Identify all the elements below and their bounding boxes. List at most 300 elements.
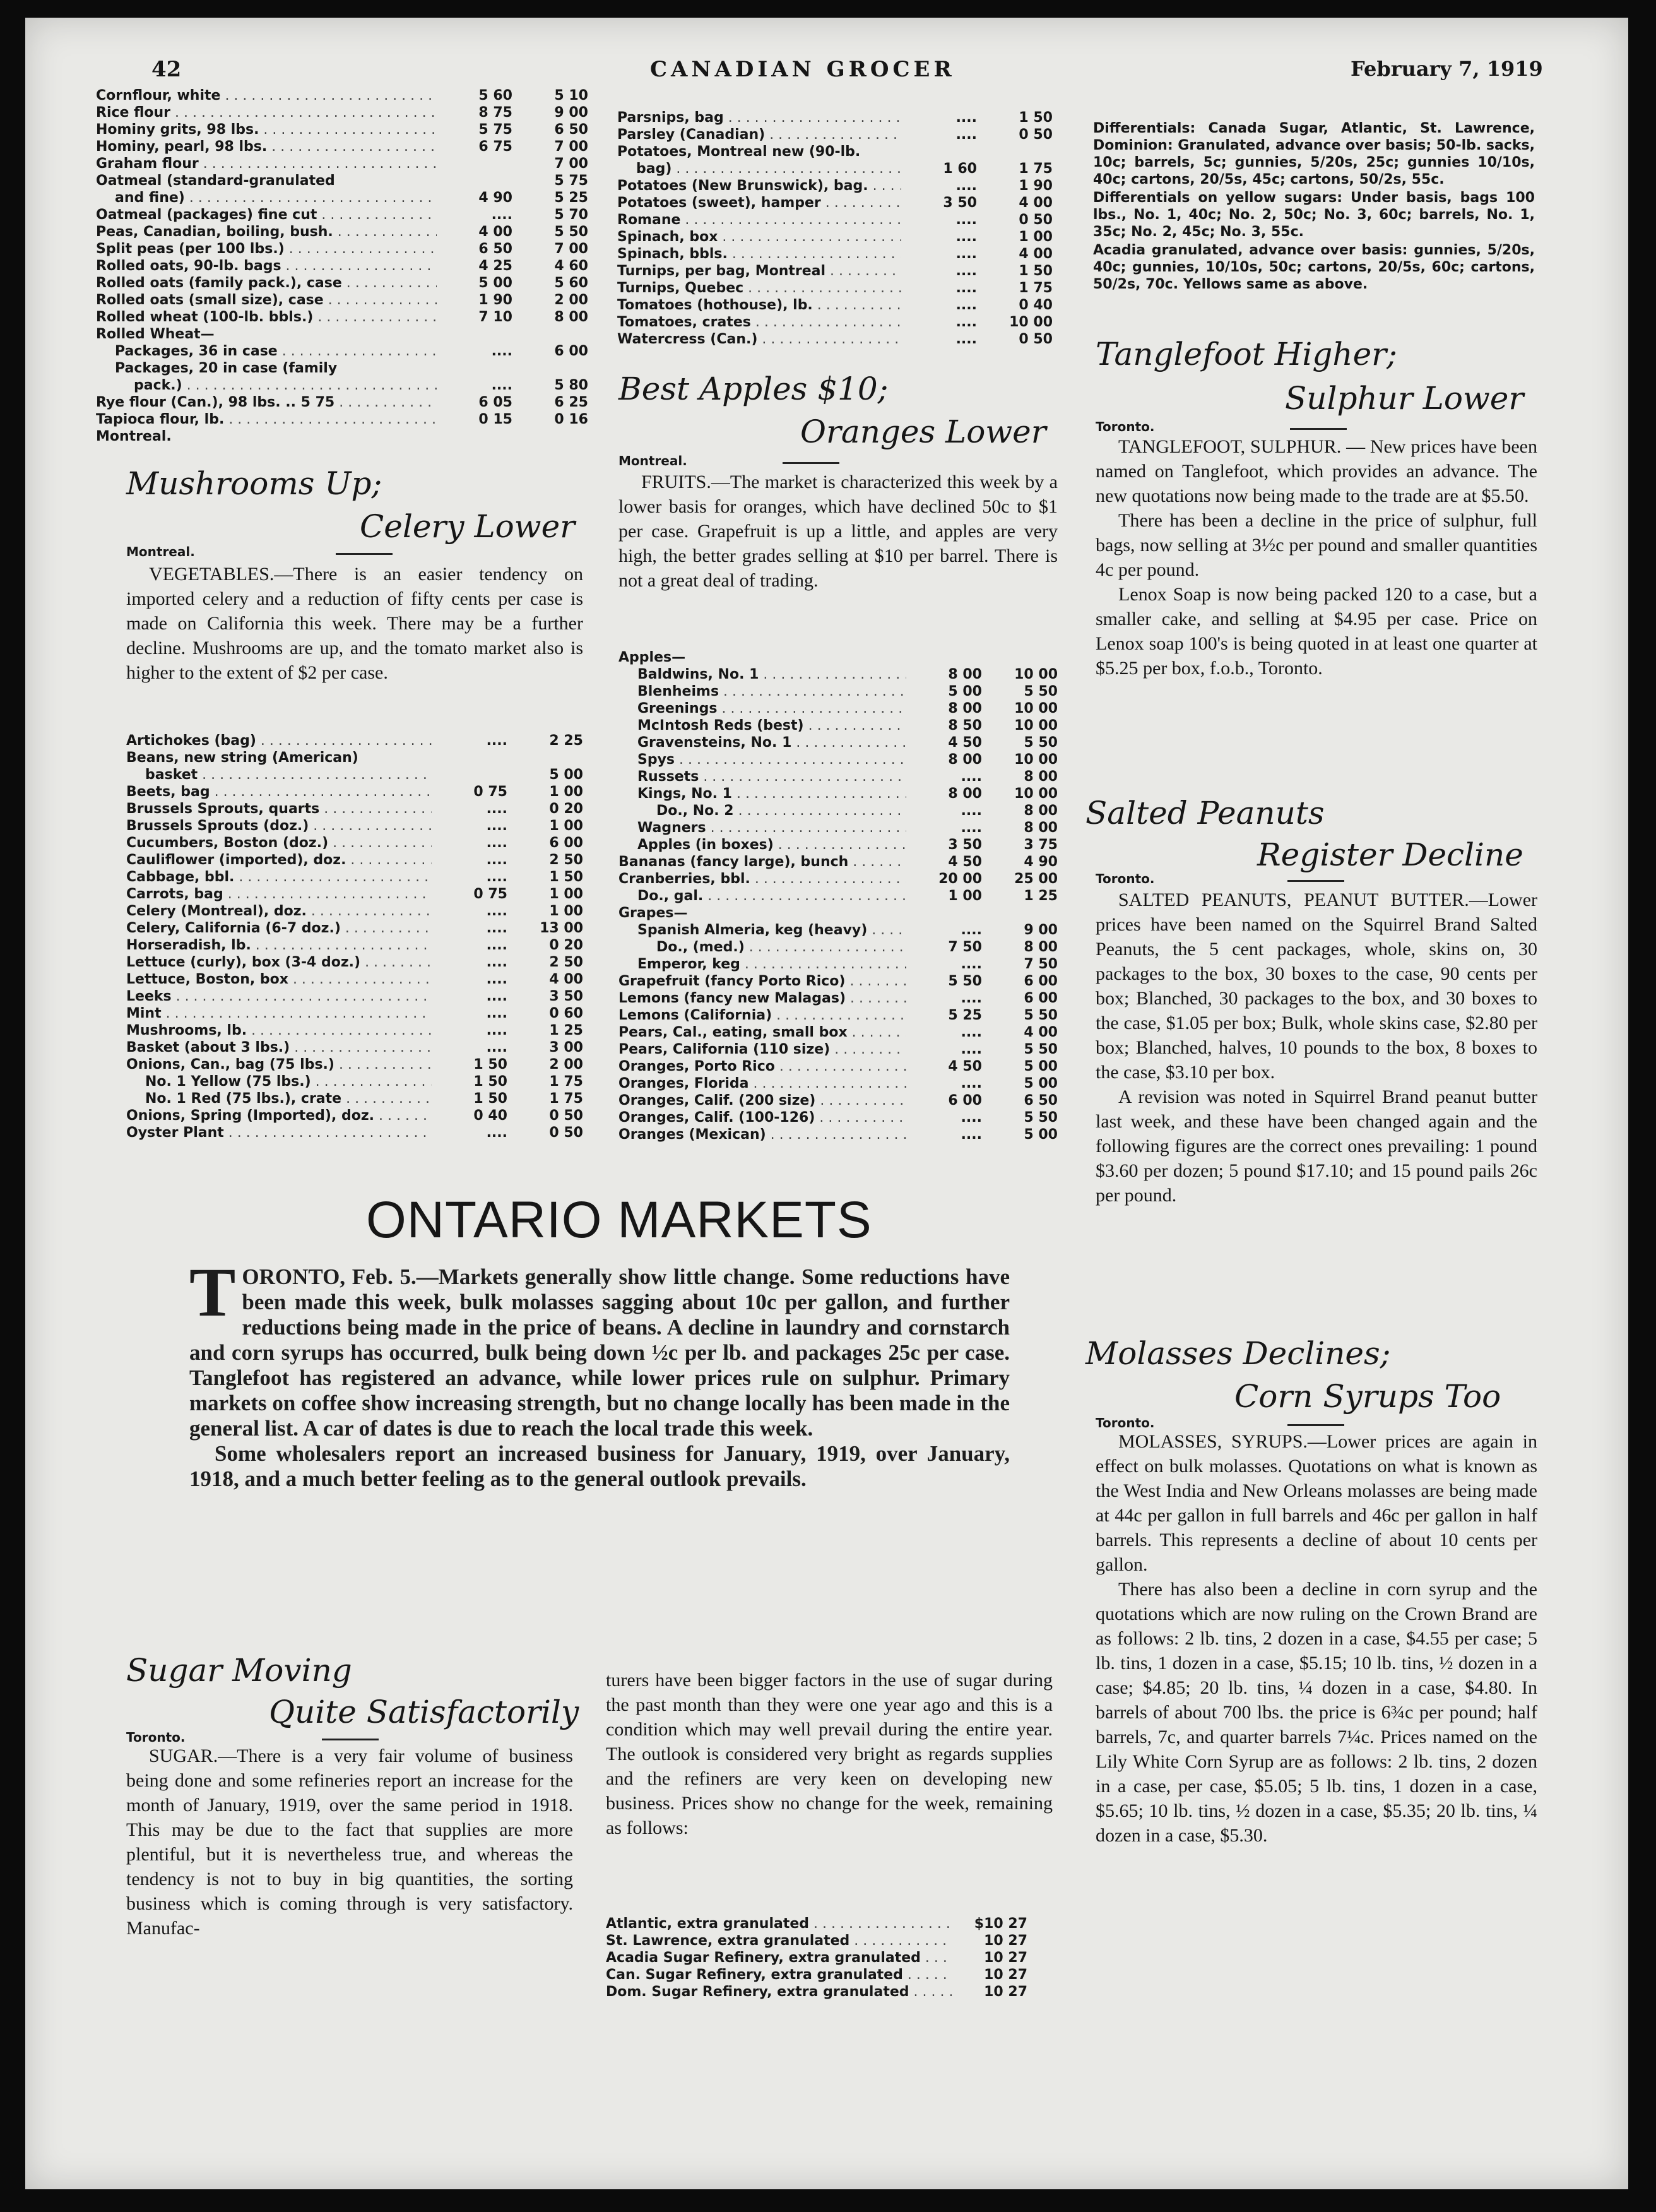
price-low bbox=[437, 172, 512, 189]
price-low: .... bbox=[961, 956, 982, 972]
headline-mushrooms-1: Mushrooms Up; bbox=[126, 465, 382, 502]
price-high: 0 40 bbox=[1019, 297, 1053, 313]
magazine-page bbox=[25, 18, 1628, 2189]
price-row bbox=[618, 939, 1058, 956]
price-row bbox=[618, 1058, 1058, 1075]
price-high: 2 00 bbox=[549, 1057, 583, 1073]
price-row bbox=[617, 109, 1053, 126]
price-low: .... bbox=[486, 818, 507, 834]
item-name: Can. Sugar Refinery, extra granulated . . . bbox=[606, 1966, 952, 1983]
price-row bbox=[96, 104, 588, 121]
price-low: .... bbox=[486, 869, 507, 885]
price-low: 4 50 bbox=[948, 735, 982, 751]
price-table-produce bbox=[617, 109, 1053, 348]
price-low: 6 00 bbox=[948, 1093, 982, 1109]
item-name: St. Lawrence, extra granulated . . . bbox=[606, 1932, 952, 1949]
price: 10 27 bbox=[984, 1967, 1027, 1983]
price-low: .... bbox=[955, 229, 977, 245]
price-low: .... bbox=[486, 1006, 507, 1021]
price-high: 1 00 bbox=[549, 784, 583, 800]
price-high: 1 00 bbox=[549, 886, 583, 902]
price-high: 10 00 bbox=[1009, 314, 1053, 330]
price-high: 7 00 bbox=[554, 139, 588, 155]
price: 10 27 bbox=[984, 1933, 1027, 1949]
price-row bbox=[618, 649, 1058, 666]
price-low: 7 50 bbox=[948, 939, 982, 955]
item-name: Rye flour (Can.), 98 lbs. .. 5 75 . . . bbox=[96, 394, 437, 411]
headline-apples-2: Oranges Lower bbox=[800, 413, 1046, 450]
price-high: 10 00 bbox=[1014, 786, 1058, 802]
price-high: 2 25 bbox=[549, 733, 583, 749]
price-table-fruits bbox=[618, 649, 1058, 1143]
section-title: ONTARIO MARKETS bbox=[366, 1191, 872, 1249]
item-name: Rolled oats (small size), case . . . bbox=[96, 292, 437, 309]
item-name: Cabbage, bbl. . . . bbox=[126, 869, 432, 886]
price-row bbox=[96, 172, 588, 189]
price-high: 4 60 bbox=[554, 258, 588, 274]
price-low: 7 10 bbox=[478, 309, 512, 325]
price-row bbox=[606, 1949, 1027, 1966]
price-low: .... bbox=[955, 212, 977, 228]
price-low: 8 50 bbox=[948, 718, 982, 734]
price-row bbox=[618, 1109, 1058, 1126]
item-name: Apples (in boxes) . . . bbox=[618, 836, 906, 853]
item-name: Oatmeal (standard-granulated bbox=[96, 173, 335, 189]
price-high: 8 00 bbox=[1024, 939, 1058, 955]
price-low: .... bbox=[961, 820, 982, 836]
drop-cap: T bbox=[189, 1254, 236, 1331]
price-low: .... bbox=[961, 803, 982, 819]
price-row bbox=[606, 1932, 1027, 1949]
price-low: .... bbox=[486, 920, 507, 936]
price-high: 6 50 bbox=[1024, 1093, 1058, 1109]
price-row bbox=[96, 241, 588, 258]
price-high: 0 60 bbox=[549, 1006, 583, 1021]
price-low: .... bbox=[486, 801, 507, 817]
price-low: 0 15 bbox=[478, 412, 512, 427]
headline-peanuts-2: Register Decline bbox=[1257, 836, 1523, 873]
price-high: 10 00 bbox=[1014, 667, 1058, 682]
lead-paragraph bbox=[189, 1254, 1010, 1441]
price-low: .... bbox=[955, 314, 977, 330]
price-high bbox=[512, 360, 588, 377]
price-low bbox=[432, 749, 507, 766]
price-row bbox=[617, 177, 1053, 194]
price-row bbox=[126, 869, 583, 886]
price-high: 5 50 bbox=[1024, 1042, 1058, 1057]
price-low: 1 50 bbox=[473, 1057, 507, 1073]
item-name: Carrots, bag . . . bbox=[126, 886, 432, 903]
price-high: 0 50 bbox=[1019, 331, 1053, 347]
divider bbox=[1287, 1424, 1344, 1426]
price-low: .... bbox=[961, 1076, 982, 1091]
price-high: 6 00 bbox=[1024, 990, 1058, 1006]
price-table-sugar bbox=[606, 1915, 1027, 2001]
price-low: .... bbox=[955, 331, 977, 347]
dateline: Toronto. bbox=[1096, 871, 1155, 886]
price-low: 4 90 bbox=[478, 190, 512, 206]
article-paragraph: Lenox Soap is now being packed 120 to a case, but a smaller cake, and selling at $4.95 per case. Price on Lenox soap 100's is being quoted in at least one quarter at $5.25 per box, f.o.b., Toronto. bbox=[1096, 584, 1537, 679]
price-row bbox=[618, 717, 1058, 734]
price-row bbox=[126, 886, 583, 903]
page-number: 42 bbox=[151, 57, 182, 82]
item-name: Packages, 20 in case (family bbox=[115, 360, 338, 376]
price-row bbox=[618, 836, 1058, 853]
price-low bbox=[437, 155, 512, 172]
item-name: Oyster Plant . . . bbox=[126, 1124, 432, 1141]
item-name: Onions, Can., bag (75 lbs.) . . . bbox=[126, 1056, 432, 1073]
price-row bbox=[618, 922, 1058, 939]
price-row bbox=[617, 211, 1053, 229]
price-low: .... bbox=[491, 378, 512, 393]
differentials-paragraph: Acadia granulated, advance over basis: gunnies, 5/20s, 40c; gunnies, 10/10s, 50c; cartons, 20/5s, 60c; cartons, 50/2s, 70c. Yellows same as above. bbox=[1093, 242, 1535, 292]
price-low: 6 50 bbox=[478, 241, 512, 257]
price-high: 0 50 bbox=[549, 1108, 583, 1124]
item-name: Tomatoes, crates . . . bbox=[617, 314, 901, 331]
divider bbox=[783, 462, 839, 464]
price-row bbox=[126, 1022, 583, 1039]
headline-tanglefoot-1: Tanglefoot Higher; bbox=[1096, 336, 1397, 372]
price-high: 5 10 bbox=[554, 88, 588, 104]
price-row bbox=[617, 246, 1053, 263]
item-name: Spinach, box . . . bbox=[617, 229, 901, 246]
item-name: Oranges, Calif. (100-126) . . . bbox=[618, 1109, 906, 1126]
item-name: Dom. Sugar Refinery, extra granulated . . . bbox=[606, 1983, 952, 2001]
price-high: 4 90 bbox=[1024, 854, 1058, 870]
article-paragraph: SUGAR.—There is a very fair volume of business being done and some refineries report an increase for the month of January, 1919, over the same period in 1918. This may be due to the fact that supplies are more plentiful, but it is nevertheless true, and whereas the tendency is not to buy in big quantities, the sorting business which is coming through is very satisfactory. Manufac- bbox=[126, 1745, 573, 1939]
differentials-paragraph: Differentials on yellow sugars: Under basis, bags 100 lbs., No. 1, 40c; No. 2, 50c; No. 3, 60c; barrels, No. 1, 35c; No. 2, 45c; No. 3, 55c. bbox=[1093, 190, 1535, 240]
price-row bbox=[96, 189, 588, 206]
price-high: 5 50 bbox=[554, 224, 588, 240]
price-low: 1 60 bbox=[943, 161, 977, 177]
price-low: .... bbox=[955, 127, 977, 143]
price-high: 7 00 bbox=[554, 241, 588, 257]
item-name: Brussels Sprouts (doz.) . . . bbox=[126, 818, 432, 835]
item-name: Greenings . . . bbox=[618, 700, 906, 717]
price-high: 5 50 bbox=[1024, 684, 1058, 699]
price-low: .... bbox=[961, 922, 982, 938]
item-name: Watercress (Can.) . . . bbox=[617, 331, 901, 348]
price-row bbox=[606, 1966, 1027, 1983]
price-high: 2 50 bbox=[549, 954, 583, 970]
price-low: .... bbox=[961, 990, 982, 1006]
issue-date: February 7, 1919 bbox=[1351, 57, 1543, 81]
price-low: .... bbox=[961, 1025, 982, 1040]
price-row bbox=[126, 800, 583, 818]
price-low: .... bbox=[486, 733, 507, 749]
price-low: 8 00 bbox=[948, 667, 982, 682]
price-row bbox=[126, 732, 583, 749]
price-low bbox=[437, 360, 512, 377]
price-high: 6 50 bbox=[554, 122, 588, 138]
price-high: 0 16 bbox=[554, 412, 588, 427]
dateline: Toronto. bbox=[1096, 1415, 1155, 1430]
price-high: 5 75 bbox=[554, 173, 588, 189]
item-name: Wagners . . . bbox=[618, 819, 906, 836]
item-name: basket . . . bbox=[126, 766, 432, 783]
price-row bbox=[126, 920, 583, 937]
item-name: Artichokes (bag) . . . bbox=[126, 732, 432, 749]
differentials-paragraph: Differentials: Canada Sugar, Atlantic, St. Lawrence, Dominion: Granulated, advance over basis; 50-lb. sacks, 10c; barrels, 5c; gunnies, 5/20s, 25c; gunnies 10/10s, 40c; cartons, 20/5s, 45c; cartons, 50/2s, 55c. bbox=[1093, 121, 1535, 187]
item-name: Oranges, Florida . . . bbox=[618, 1075, 906, 1092]
price-row bbox=[617, 314, 1053, 331]
item-name: Parsnips, bag . . . bbox=[617, 109, 901, 126]
price: 10 27 bbox=[984, 1984, 1027, 2000]
price-low bbox=[906, 905, 982, 922]
price-high: 1 25 bbox=[1024, 888, 1058, 904]
price-low bbox=[437, 428, 512, 445]
price-row bbox=[126, 1107, 583, 1124]
price-low: 3 50 bbox=[948, 837, 982, 853]
price-row bbox=[618, 1092, 1058, 1109]
article-peanuts bbox=[1096, 888, 1537, 1208]
article-molasses bbox=[1096, 1429, 1537, 1848]
price-low: 4 00 bbox=[478, 224, 512, 240]
item-name: Graham flour . . . bbox=[96, 155, 437, 172]
price-low: .... bbox=[486, 1125, 507, 1141]
price-row bbox=[126, 988, 583, 1005]
price-low: 5 50 bbox=[948, 973, 982, 989]
price-row bbox=[618, 956, 1058, 973]
price-high: 6 00 bbox=[1024, 973, 1058, 989]
price-table-cereals bbox=[96, 87, 588, 445]
price-high: 5 60 bbox=[554, 275, 588, 291]
item-name: Russets . . . bbox=[618, 768, 906, 785]
item-name: Kings, No. 1 . . . bbox=[618, 785, 906, 802]
price-low: 1 00 bbox=[948, 888, 982, 904]
item-name: No. 1 Yellow (75 lbs.) . . . bbox=[126, 1073, 432, 1090]
item-name: Atlantic, extra granulated . . . bbox=[606, 1915, 952, 1932]
price-low: 3 50 bbox=[943, 195, 977, 211]
price-high: 5 80 bbox=[554, 378, 588, 393]
item-name: Peas, Canadian, boiling, bush. . . . bbox=[96, 223, 437, 241]
price-high: 25 00 bbox=[1014, 871, 1058, 887]
price-high bbox=[982, 905, 1058, 922]
divider bbox=[336, 553, 393, 555]
headline-molasses-1: Molasses Declines; bbox=[1085, 1335, 1391, 1372]
price-high: 10 00 bbox=[1014, 701, 1058, 717]
price-low: .... bbox=[486, 852, 507, 868]
price-high: 1 00 bbox=[549, 818, 583, 834]
item-name: Blenheims . . . bbox=[618, 683, 906, 700]
price-row bbox=[617, 280, 1053, 297]
item-name: Montreal. bbox=[96, 429, 172, 444]
headline-molasses-2: Corn Syrups Too bbox=[1234, 1378, 1501, 1415]
price-low: .... bbox=[961, 1042, 982, 1057]
price-row bbox=[126, 835, 583, 852]
price-row bbox=[618, 700, 1058, 717]
article-fruits bbox=[618, 470, 1058, 593]
price-high: 5 50 bbox=[1024, 735, 1058, 751]
item-name: Cornflour, white . . . bbox=[96, 87, 437, 104]
price-row bbox=[618, 768, 1058, 785]
price-low: 5 25 bbox=[948, 1008, 982, 1023]
item-name: Hominy, pearl, 98 lbs. . . . bbox=[96, 138, 437, 155]
price-row bbox=[126, 749, 583, 766]
price-low bbox=[437, 326, 512, 343]
item-name: Lemons (fancy new Malagas) . . . bbox=[618, 990, 906, 1007]
price-row bbox=[96, 206, 588, 223]
item-name: Bananas (fancy large), bunch . . . bbox=[618, 853, 906, 871]
price-low: 6 75 bbox=[478, 139, 512, 155]
item-name: Spanish Almeria, keg (heavy) . . . bbox=[618, 922, 906, 939]
price-high bbox=[512, 326, 588, 343]
divider bbox=[1287, 880, 1344, 882]
price-row bbox=[617, 143, 1053, 160]
price-high bbox=[982, 649, 1058, 666]
price-row bbox=[618, 973, 1058, 990]
item-name: Celery, California (6-7 doz.) . . . bbox=[126, 920, 432, 937]
price-row bbox=[126, 818, 583, 835]
item-name: pack.) . . . bbox=[96, 377, 437, 394]
price-row bbox=[96, 292, 588, 309]
publication-title: CANADIAN GROCER bbox=[650, 57, 955, 82]
price-row bbox=[606, 1983, 1027, 2001]
price-row bbox=[96, 343, 588, 360]
headline-mushrooms-2: Celery Lower bbox=[360, 508, 576, 545]
price-low: 1 50 bbox=[473, 1091, 507, 1107]
price-low: .... bbox=[961, 1110, 982, 1126]
item-name: Tapioca flour, lb. . . . bbox=[96, 411, 437, 428]
item-name: Beans, new string (American) bbox=[126, 750, 358, 766]
price-row bbox=[618, 785, 1058, 802]
price-row bbox=[618, 802, 1058, 819]
price-row bbox=[96, 223, 588, 241]
item-name: Hominy grits, 98 lbs. . . . bbox=[96, 121, 437, 138]
price-high: 1 75 bbox=[549, 1074, 583, 1090]
price-high: 1 75 bbox=[1019, 161, 1053, 177]
item-name: Onions, Spring (Imported), doz. . . . bbox=[126, 1107, 432, 1124]
item-name: McIntosh Reds (best) . . . bbox=[618, 717, 906, 734]
ontario-lead-article bbox=[189, 1254, 1010, 1492]
item-name: Packages, 36 in case . . . bbox=[96, 343, 437, 360]
price-high: 9 00 bbox=[554, 105, 588, 121]
price-low bbox=[906, 649, 982, 666]
price-high: 1 25 bbox=[549, 1023, 583, 1038]
price-row bbox=[618, 1024, 1058, 1041]
price-high: 3 50 bbox=[549, 989, 583, 1004]
price-low: 20 00 bbox=[938, 871, 982, 887]
headline-sugar-2: Quite Satisfactorily bbox=[269, 1694, 579, 1730]
item-name: Cranberries, bbl. . . . bbox=[618, 871, 906, 888]
price-row bbox=[126, 937, 583, 954]
price-row bbox=[618, 819, 1058, 836]
item-name: Lettuce (curly), box (3-4 doz.) . . . bbox=[126, 954, 432, 971]
price-low: .... bbox=[486, 937, 507, 953]
item-name: Do., gal. . . . bbox=[618, 888, 906, 905]
price-low: 8 00 bbox=[948, 752, 982, 768]
price-high: 5 50 bbox=[1024, 1110, 1058, 1126]
price-low: .... bbox=[486, 954, 507, 970]
item-name: Turnips, Quebec . . . bbox=[617, 280, 901, 297]
price-low: 8 75 bbox=[478, 105, 512, 121]
price-high bbox=[507, 749, 583, 766]
price-table-vegetables bbox=[126, 732, 583, 1141]
price: $10 27 bbox=[974, 1916, 1027, 1932]
article-vegetables bbox=[126, 562, 583, 685]
price-row bbox=[96, 155, 588, 172]
price-low bbox=[432, 766, 507, 783]
item-name: Beets, bag . . . bbox=[126, 783, 432, 800]
price-high: 0 20 bbox=[549, 801, 583, 817]
price-low: 1 50 bbox=[473, 1074, 507, 1090]
price-low: 4 50 bbox=[948, 1059, 982, 1074]
price-high: 5 50 bbox=[1024, 1008, 1058, 1023]
article-paragraph: MOLASSES, SYRUPS.—Lower prices are again in effect on bulk molasses. Quotations on what is known as the West India and New Orleans molasses are being made at 44c per gallon in full barrels and 46c per gallon in half barrels. This represents a decline of about 10 cents per gallon. bbox=[1096, 1431, 1537, 1575]
price-high: 5 00 bbox=[549, 767, 583, 783]
price-high: 9 00 bbox=[1024, 922, 1058, 938]
item-name: Leeks . . . bbox=[126, 988, 432, 1005]
price-row bbox=[96, 121, 588, 138]
headline-apples-1: Best Apples $10; bbox=[618, 371, 889, 407]
item-name: Spys . . . bbox=[618, 751, 906, 768]
price-low bbox=[901, 143, 977, 160]
price-row bbox=[126, 783, 583, 800]
item-name: Potatoes (sweet), hamper . . . bbox=[617, 194, 901, 211]
price-row bbox=[618, 990, 1058, 1007]
price-row bbox=[96, 87, 588, 104]
price-high: 1 50 bbox=[549, 869, 583, 885]
item-name: bag) . . . bbox=[617, 160, 901, 177]
lead-text: ORONTO, Feb. 5.—Markets generally show little change. Some reductions have been made this week, bulk molasses sagging about 10c per gallon, and further reductions being made in the price of beans. A decline in laundry and cornstarch and corn syrups has occurred, bulk being down ½c per lb. and packages 25c per case. Tanglefoot has registered an advance, while lower prices rule on sulphur. Primary markets on coffee show increasing strength, but no change locally has been made in the general list. A car of dates is due to reach the local trade this week. bbox=[189, 1264, 1010, 1441]
price-row bbox=[617, 263, 1053, 280]
item-name: Mint . . . bbox=[126, 1005, 432, 1022]
item-name: and fine) . . . bbox=[96, 189, 437, 206]
price-high: 5 00 bbox=[1024, 1059, 1058, 1074]
article-sugar-col2 bbox=[606, 1668, 1053, 1840]
price-high: 5 70 bbox=[554, 207, 588, 223]
price-low: .... bbox=[486, 835, 507, 851]
item-name: Mushrooms, lb. . . . bbox=[126, 1022, 432, 1039]
price-row bbox=[126, 954, 583, 971]
price-row bbox=[126, 1005, 583, 1022]
item-name: Potatoes, Montreal new (90-lb. bbox=[617, 144, 861, 160]
item-name: Rolled Wheat— bbox=[96, 326, 215, 342]
price-high: 4 00 bbox=[1019, 246, 1053, 262]
item-name: Celery (Montreal), doz. . . . bbox=[126, 903, 432, 920]
price-row bbox=[617, 194, 1053, 211]
item-name: Brussels Sprouts, quarts . . . bbox=[126, 800, 432, 818]
price-low: 6 05 bbox=[478, 395, 512, 410]
price-low: 5 00 bbox=[948, 684, 982, 699]
price-row bbox=[126, 971, 583, 988]
item-name: Split peas (per 100 lbs.) . . . bbox=[96, 241, 437, 258]
item-name: Parsley (Canadian) . . . bbox=[617, 126, 901, 143]
price-row bbox=[126, 903, 583, 920]
price-row bbox=[96, 309, 588, 326]
price-high: 5 00 bbox=[1024, 1127, 1058, 1143]
item-name: Oranges, Porto Rico . . . bbox=[618, 1058, 906, 1075]
price-low: 0 40 bbox=[473, 1108, 507, 1124]
price-low: .... bbox=[486, 989, 507, 1004]
item-name: Romane . . . bbox=[617, 211, 901, 229]
price-row bbox=[126, 1056, 583, 1073]
price-row bbox=[96, 326, 588, 343]
price-low: 0 75 bbox=[473, 784, 507, 800]
item-name: Rolled oats, 90-lb. bags . . . bbox=[96, 258, 437, 275]
price-low: 5 00 bbox=[478, 275, 512, 291]
price-high: 1 75 bbox=[549, 1091, 583, 1107]
price-row bbox=[618, 751, 1058, 768]
price-high: 6 00 bbox=[554, 343, 588, 359]
price-row bbox=[617, 331, 1053, 348]
dateline: Toronto. bbox=[1096, 419, 1155, 434]
price-row bbox=[617, 160, 1053, 177]
item-name: Rolled oats (family pack.), case . . . bbox=[96, 275, 437, 292]
item-name: Emperor, keg . . . bbox=[618, 956, 906, 973]
price-low: .... bbox=[955, 297, 977, 313]
item-name: No. 1 Red (75 lbs.), crate . . . bbox=[126, 1090, 432, 1107]
